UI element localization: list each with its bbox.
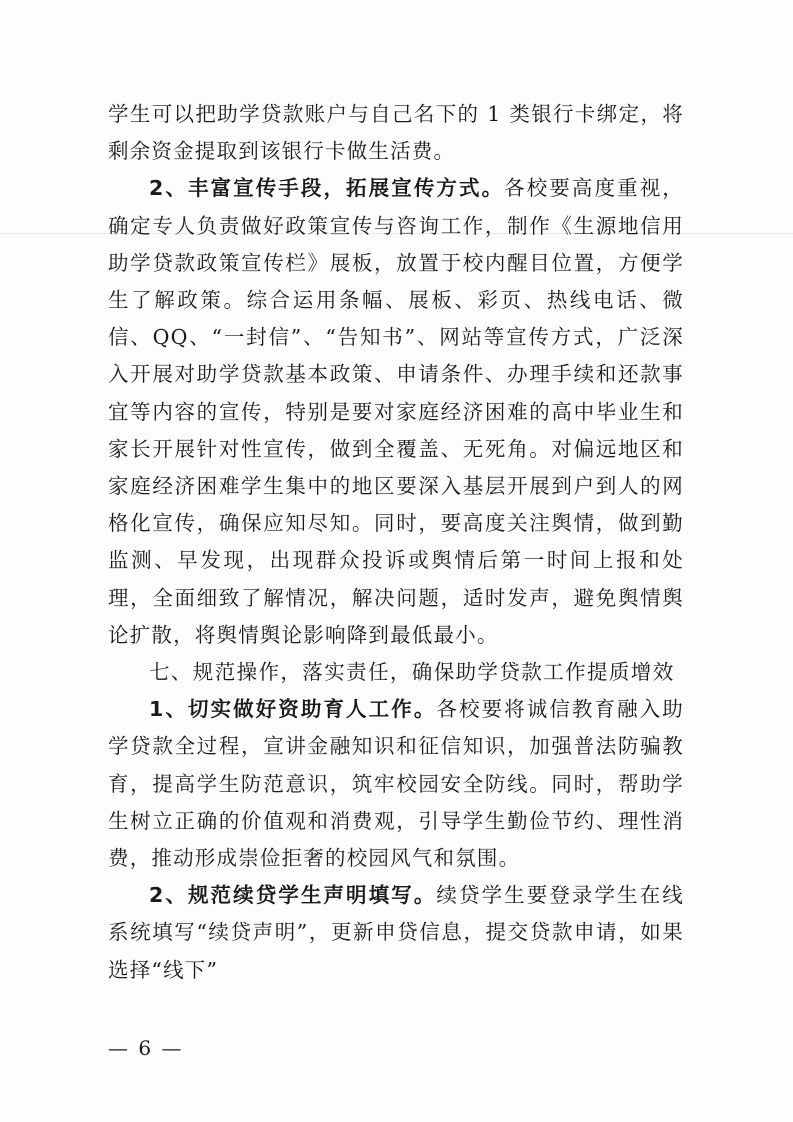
paragraph-publicity xyxy=(108,170,684,654)
paragraph-renewal xyxy=(108,877,684,989)
paragraph-continuation xyxy=(108,96,684,170)
paragraph-text: 各校要高度重视，确定专人负责做好政策宣传与咨询工作，制作《生源地信用助学贷款政策宣传栏》展板，放置于校内醒目位置，方便学生了解政策。综合运用条幅、展板、彩页、热线电话、微信、QQ、“一封信”、“告知书”、网站等宣传方式，广泛深入开展对助学贷款基本政策、申请条件、办理手续和还款事宜等内容的宣传，特别是要对家庭经济困难的高中毕业生和家长开展针对性宣传，做到全覆盖、无死角。对偏远地区和家庭经济困难学生集中的地区要深入基层开展到户到人的网格化宣传，确保应知尽知。同时，要高度关注舆情，做到勤监测、早发现，出现群众投诉或舆情后第一时间上报和处理，全面细致了解情况，解决问题，适时发声，避免舆情舆论扩散，将舆情舆论影响降到最低最小。 xyxy=(108,176,684,647)
document-body xyxy=(108,96,684,989)
page-number: — 6 — xyxy=(108,1036,184,1060)
paragraph-text: 续贷学生要登录学生在线系统填写“续贷声明”，更新申贷信息，提交贷款申请，如果选择“线下” xyxy=(108,883,684,982)
paragraph-lead: 2、规范续贷学生声明填写。 xyxy=(149,883,437,908)
paragraph-lead: 1、切实做好资助育人工作。 xyxy=(149,697,437,722)
paragraph-education xyxy=(108,691,684,877)
paragraph-text: 各校要将诚信教育融入助学贷款全过程，宣讲金融知识和征信知识，加强普法防骗教育，提高学生防范意识，筑牢校园安全防线。同时，帮助学生树立正确的价值观和消费观，引导学生勤俭节约、理性消费，推动形成崇俭拒奢的校园风气和氛围。 xyxy=(108,697,684,871)
section-heading: 七、规范操作，落实责任，确保助学贷款工作提质增效 xyxy=(149,660,675,685)
paragraph-text: 学生可以把助学贷款账户与自己名下的 1 类银行卡绑定，将剩余资金提取到该银行卡做生活费。 xyxy=(108,102,684,164)
paragraph-lead: 2、丰富宣传手段，拓展宣传方式。 xyxy=(149,176,505,201)
